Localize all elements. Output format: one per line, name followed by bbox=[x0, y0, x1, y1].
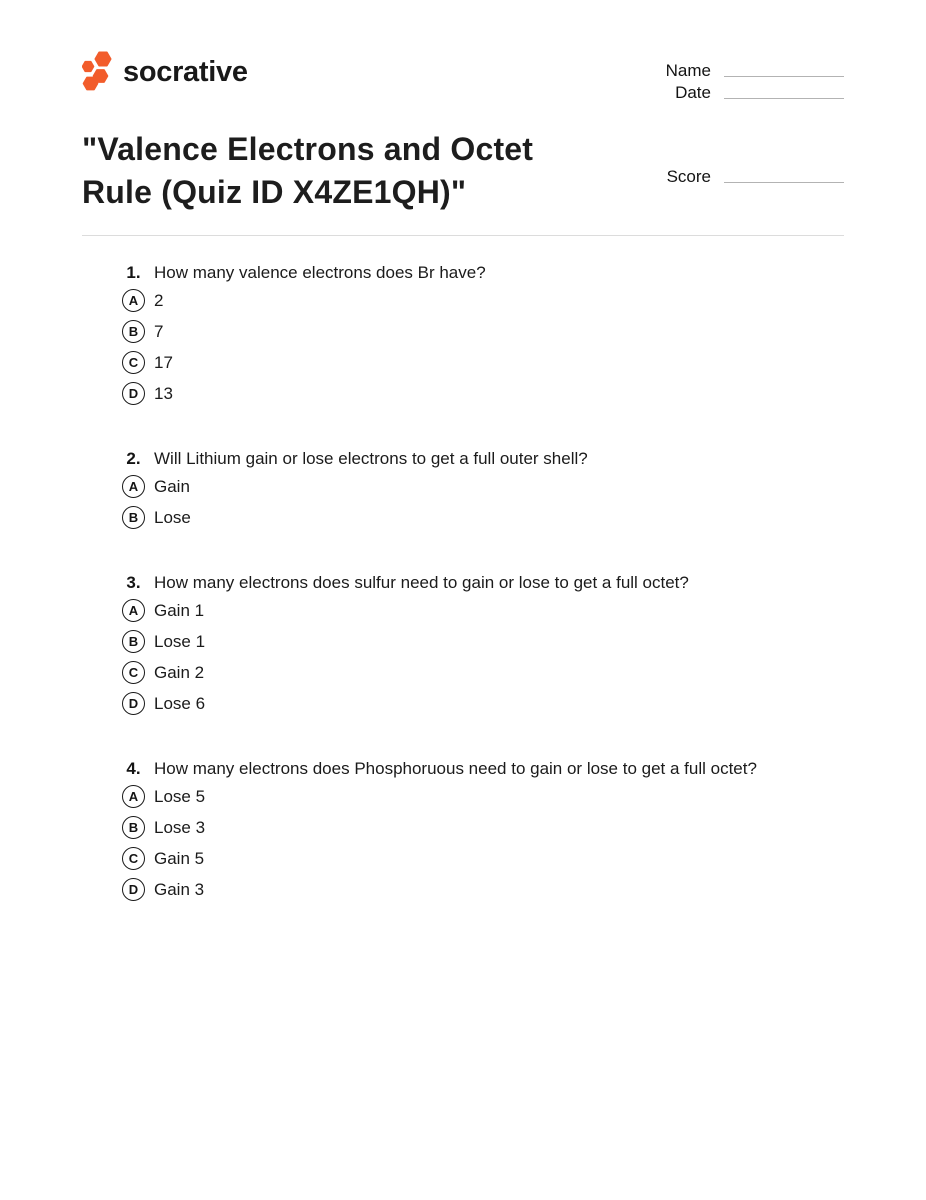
date-field-row bbox=[666, 81, 844, 103]
name-label: Name bbox=[665, 61, 711, 80]
question-line bbox=[122, 261, 844, 285]
answer-option bbox=[122, 785, 844, 808]
question-line bbox=[122, 447, 844, 471]
option-letter-circle bbox=[122, 475, 145, 498]
option-text: Gain 5 bbox=[154, 848, 205, 868]
answer-option bbox=[122, 599, 844, 622]
option-letter: C bbox=[128, 355, 139, 370]
option-letter-circle bbox=[122, 506, 145, 529]
date-label: Date bbox=[675, 83, 711, 102]
option-letter: D bbox=[128, 386, 139, 401]
name-field-row bbox=[666, 59, 844, 81]
option-text: Lose 5 bbox=[154, 786, 206, 806]
option-letter: A bbox=[128, 479, 139, 494]
answer-option bbox=[122, 320, 844, 343]
question-number: 1. bbox=[126, 263, 141, 282]
answer-option bbox=[122, 351, 844, 374]
answer-option bbox=[122, 382, 844, 405]
socrative-logo bbox=[82, 50, 248, 92]
question-block bbox=[122, 447, 844, 529]
question-line bbox=[122, 571, 844, 595]
option-text: Gain 3 bbox=[154, 879, 205, 899]
option-letter-circle bbox=[122, 289, 145, 312]
answer-option bbox=[122, 878, 844, 901]
option-text: Lose bbox=[154, 507, 191, 527]
question-list bbox=[82, 261, 844, 901]
answer-option bbox=[122, 289, 844, 312]
option-letter: C bbox=[128, 851, 139, 866]
option-list bbox=[122, 785, 844, 901]
question-text: Will Lithium gain or lose electrons to get a full outer shell? bbox=[154, 449, 588, 468]
quiz-title bbox=[82, 128, 533, 214]
answer-option bbox=[122, 506, 844, 529]
option-letter: A bbox=[128, 293, 139, 308]
option-text: Gain 2 bbox=[154, 662, 205, 682]
option-letter-circle bbox=[122, 630, 145, 653]
header bbox=[82, 50, 844, 103]
answer-option bbox=[122, 692, 844, 715]
option-list bbox=[122, 289, 844, 405]
option-list bbox=[122, 599, 844, 715]
question-text: How many electrons does sulfur need to gain or lose to get a full octet? bbox=[154, 573, 689, 592]
answer-option bbox=[122, 475, 844, 498]
option-text: Lose 1 bbox=[154, 631, 206, 651]
date-blank-line bbox=[724, 98, 844, 99]
option-letter-circle bbox=[122, 661, 145, 684]
option-letter-circle bbox=[122, 847, 145, 870]
quiz-title-line-1: "Valence Electrons and Octet bbox=[82, 131, 534, 167]
question-number: 2. bbox=[126, 449, 141, 468]
option-letter-circle bbox=[122, 320, 145, 343]
option-text: Gain 1 bbox=[154, 600, 205, 620]
question-number: 3. bbox=[126, 573, 141, 592]
option-letter: B bbox=[128, 634, 139, 649]
option-text: 2 bbox=[154, 290, 164, 310]
option-letter-circle bbox=[122, 816, 145, 839]
option-letter: C bbox=[128, 665, 139, 680]
question-text: How many valence electrons does Br have? bbox=[154, 263, 486, 282]
question-block bbox=[122, 757, 844, 901]
question-block bbox=[122, 571, 844, 715]
question-number: 4. bbox=[126, 759, 141, 778]
option-letter-circle bbox=[122, 351, 145, 374]
title-row bbox=[82, 128, 844, 214]
option-list bbox=[122, 475, 844, 529]
option-letter: D bbox=[128, 696, 139, 711]
option-letter-circle bbox=[122, 692, 145, 715]
quiz-title-line-2: Rule (Quiz ID X4ZE1QH)" bbox=[82, 174, 467, 210]
name-blank-line bbox=[724, 76, 844, 77]
score-field bbox=[667, 165, 844, 214]
option-text: 13 bbox=[154, 383, 173, 403]
score-field-row bbox=[667, 165, 844, 187]
option-text: 17 bbox=[154, 352, 173, 372]
answer-option bbox=[122, 847, 844, 870]
question-block bbox=[122, 261, 844, 405]
answer-option bbox=[122, 630, 844, 653]
answer-option bbox=[122, 816, 844, 839]
option-letter: B bbox=[128, 510, 139, 525]
answer-option bbox=[122, 661, 844, 684]
option-text: Lose 3 bbox=[154, 817, 206, 837]
option-letter-circle bbox=[122, 785, 145, 808]
option-text: Lose 6 bbox=[154, 693, 206, 713]
option-letter-circle bbox=[122, 878, 145, 901]
option-letter-circle bbox=[122, 599, 145, 622]
option-letter: B bbox=[128, 820, 139, 835]
score-label: Score bbox=[666, 167, 711, 186]
score-blank-line bbox=[724, 182, 844, 183]
option-letter: A bbox=[128, 603, 139, 618]
student-fields bbox=[666, 59, 844, 103]
option-text: 7 bbox=[154, 321, 164, 341]
header-divider bbox=[82, 235, 844, 236]
brand-wordmark: socrative bbox=[123, 56, 248, 88]
option-text: Gain bbox=[154, 476, 190, 496]
question-text: How many electrons does Phosphoruous need to gain or lose to get a full octet? bbox=[154, 759, 757, 778]
option-letter-circle bbox=[122, 382, 145, 405]
hexagon-cluster-icon bbox=[82, 50, 114, 92]
question-line bbox=[122, 757, 844, 781]
option-letter: D bbox=[128, 882, 139, 897]
option-letter: A bbox=[128, 789, 139, 804]
option-letter: B bbox=[128, 324, 139, 339]
